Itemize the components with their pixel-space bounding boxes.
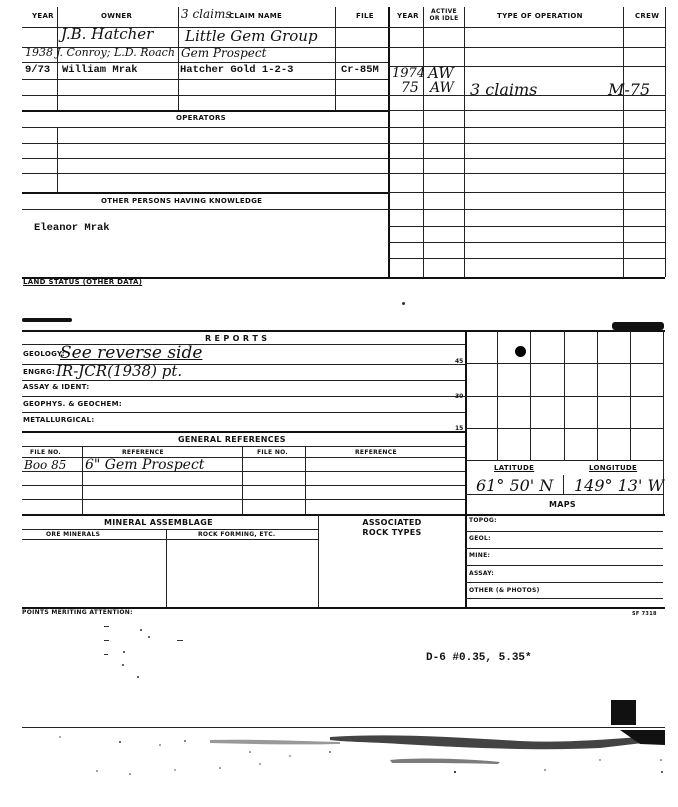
operation-crew: M-75 xyxy=(608,80,651,99)
ore-minerals-header: ORE MINERALS xyxy=(46,531,101,538)
geology-label: GEOLOGY: xyxy=(23,350,65,358)
rock-forming-header: ROCK FORMING, ETC. xyxy=(198,531,276,538)
ref-file-no-header: FILE NO. xyxy=(30,449,62,456)
associated-rock-types-header: ASSOCIATED ROCK TYPES xyxy=(362,518,422,537)
latitude-value: 61° 50' N xyxy=(476,476,554,495)
general-references-title: GENERAL REFERENCES xyxy=(178,435,286,444)
operators-title: OPERATORS xyxy=(176,114,226,122)
assay-label: ASSAY & IDENT: xyxy=(23,383,90,391)
operation-type: 3 claims xyxy=(470,80,538,99)
longitude-label: LONGITUDE xyxy=(589,464,638,472)
other-person-name: Eleanor Mrak xyxy=(34,222,110,234)
file-number: Cr-85M xyxy=(341,64,379,76)
maps-geol: GEOL: xyxy=(469,535,491,542)
engrg-label: ENGRG: xyxy=(23,368,56,376)
col-active-header: ACTIVE OR IDLE xyxy=(429,8,459,22)
row-number-15: 15 xyxy=(455,425,464,432)
longitude-value: 149° 13' W xyxy=(574,476,664,495)
operation-year: 75 xyxy=(401,80,419,96)
maps-assay: ASSAY: xyxy=(469,570,495,577)
geology-value: See reverse side xyxy=(60,343,203,363)
row-number-30: 30 xyxy=(455,393,464,400)
sample-note: D-6 #0.35, 5.35* xyxy=(426,652,532,664)
form-code: SF 7318 xyxy=(632,611,657,617)
col-file-header: FILE xyxy=(356,12,374,20)
ref-file-no2-header: FILE NO. xyxy=(257,449,289,456)
ref-file-value: Boo 85 xyxy=(24,458,67,472)
maps-title: MAPS xyxy=(549,500,576,509)
col-claim-name-header: CLAIM NAME xyxy=(229,12,283,20)
claim-count: 3 claims xyxy=(181,7,232,21)
col-year-header: YEAR xyxy=(32,12,54,20)
metallurgical-label: METALLURGICAL: xyxy=(23,416,95,424)
row-number-45: 45 xyxy=(455,358,464,365)
mineral-assemblage-title: MINERAL ASSEMBLAGE xyxy=(104,518,213,527)
col-year2-header: YEAR xyxy=(397,12,419,20)
maps-topog: TOPOG: xyxy=(469,517,497,524)
col-owner-header: OWNER xyxy=(101,12,133,20)
operation-status: AW xyxy=(428,64,454,82)
operation-status: AW xyxy=(430,80,454,96)
col-type-op-header: TYPE OF OPERATION xyxy=(497,12,583,20)
owner-name: J. Conroy; L.D. Roach xyxy=(56,46,175,59)
claim-name: Little Gem Group xyxy=(185,27,318,45)
maps-other: OTHER (& PHOTOS) xyxy=(469,587,540,594)
points-label: POINTS MERITING ATTENTION: xyxy=(22,609,133,616)
ref-reference-header: REFERENCE xyxy=(122,449,164,456)
owner-year: 9/73 xyxy=(25,64,51,76)
owner-year: 1938 xyxy=(25,46,53,59)
col-crew-header: CREW xyxy=(635,12,660,20)
engrg-value: IR-JCR(1938) pt. xyxy=(56,362,183,380)
land-status-label: LAND STATUS (OTHER DATA) xyxy=(23,278,143,286)
claim-name: Gem Prospect xyxy=(181,46,267,60)
geophys-label: GEOPHYS. & GEOCHEM: xyxy=(23,400,122,408)
ref-reference2-header: REFERENCE xyxy=(355,449,397,456)
latitude-label: LATITUDE xyxy=(494,464,535,472)
operation-year: 1974 xyxy=(392,66,426,81)
ref-reference-value: 6" Gem Prospect xyxy=(85,457,205,473)
owner-name: J.B. Hatcher xyxy=(61,25,154,43)
other-persons-title: OTHER PERSONS HAVING KNOWLEDGE xyxy=(101,197,263,205)
reports-title: R E P O R T S xyxy=(205,334,268,343)
claim-name: Hatcher Gold 1-2-3 xyxy=(180,64,294,76)
owner-name: William Mrak xyxy=(62,64,138,76)
maps-mine: MINE: xyxy=(469,552,491,559)
